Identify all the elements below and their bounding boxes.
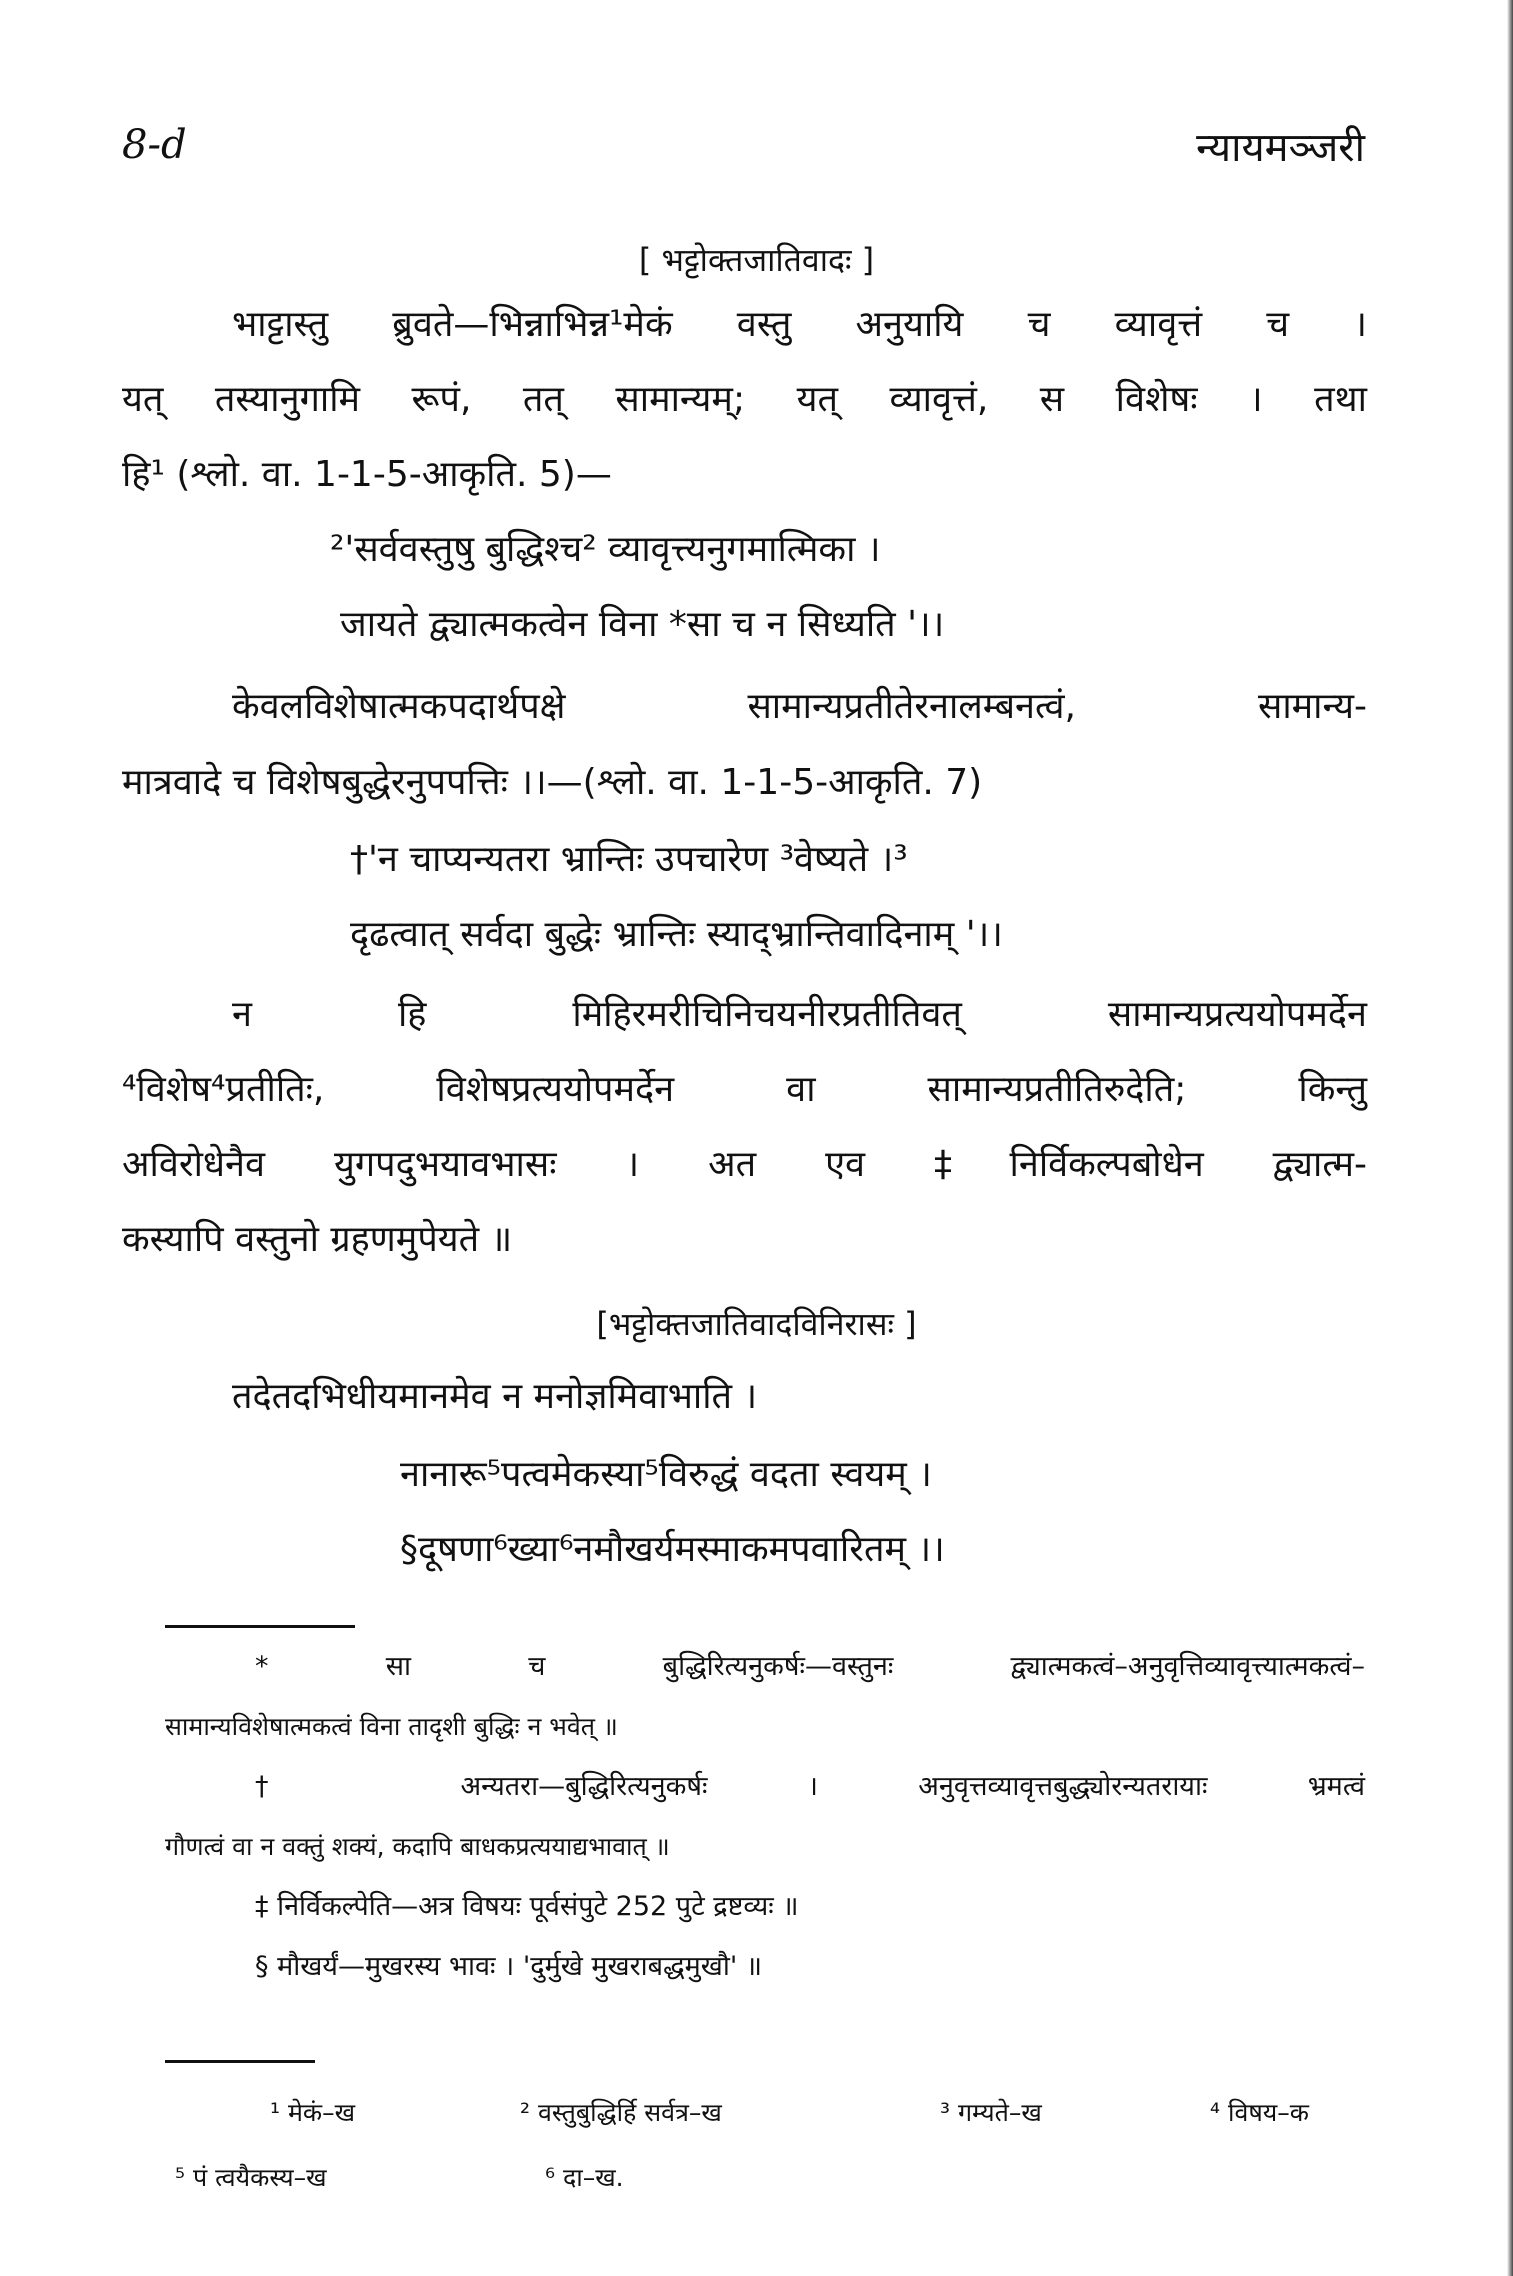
variant-reading: ² वस्तुबुद्धिर्हि सर्वत्र–ख	[520, 2098, 722, 2127]
verse-line: दृढत्वात् सर्वदा बुद्धेः भ्रान्तिः स्याद्भ्रान्तिवादिनाम् '।।	[350, 914, 1003, 955]
verse-line: †'न चाप्यन्यतरा भ्रान्तिः उपचारेण ³वेष्यते ।³	[350, 839, 908, 880]
verse-line: जायते द्व्यात्मकत्वेन विना *सा च न सिध्यति '।।	[340, 604, 945, 645]
text-line: केवलविशेषात्मकपदार्थपक्षे सामान्यप्रतीतेरनालम्बनत्वं, सामान्य-	[232, 686, 1367, 727]
footnote-rule	[165, 1625, 355, 1628]
footnote-line: § मौखर्यं—मुखरस्य भावः । 'दुर्मुखे मुखराबद्धमुखौ' ॥	[255, 1951, 763, 1982]
text-line: अविरोधेनैव युगपदुभयावभासः । अत एव ‡निर्विकल्पबोधेन द्व्यात्म-	[122, 1144, 1367, 1185]
footnote-line: सामान्यविशेषात्मकत्वं विना तादृशी बुद्धिः न भवेत् ॥	[165, 1712, 618, 1741]
footnote-line: * सा च बुद्धिरित्यनुकर्षः—वस्तुनः द्व्यात्मकत्वं–अनुवृत्तिव्यावृत्त्यात्मकत्वं–	[255, 1651, 1365, 1682]
variant-reading: ⁵ पं त्वयैकस्य–ख	[175, 2163, 327, 2192]
variants-rule	[165, 2060, 315, 2063]
variant-reading: ⁶ दा–ख.	[545, 2163, 624, 2192]
text-line: ⁴विशेष⁴प्रतीतिः, विशेषप्रत्ययोपमर्देन वा सामान्यप्रतीतिरुदेति; किन्तु	[122, 1069, 1367, 1110]
page-edge-shadow	[1507, 0, 1513, 2276]
running-title: न्यायमञ्जरी	[1196, 125, 1365, 171]
section-heading-1: [ भट्टोक्तजातिवादः ]	[638, 241, 875, 279]
verse-line: नानारू⁵पत्वमेकस्या⁵विरुद्धं वदता स्वयम् ।	[400, 1454, 932, 1495]
text-line: न हि मिहिरमरीचिनिचयनीरप्रतीतिवत् सामान्यप्रत्ययोपमर्देन	[232, 994, 1367, 1035]
page-number: 8-d	[122, 122, 187, 168]
text-line: भाट्टास्तु ब्रुवते—भिन्नाभिन्न¹मेकं वस्तु अनुयायि च व्यावृत्तं च ।	[232, 304, 1367, 345]
text-line: मात्रवादे च विशेषबुद्धेरनुपपत्तिः ।।—(श्लो. वा. 1-1-5-आकृति. 7)	[122, 762, 983, 803]
variant-reading: ⁴ विषय–क	[1210, 2098, 1309, 2127]
section-heading-2: [भट्टोक्तजातिवादविनिरासः ]	[596, 1305, 917, 1343]
variant-reading: ³ गम्यते–ख	[940, 2098, 1042, 2127]
verse-line: §दूषणा⁶ख्या⁶नमौखर्यमस्माकमपवारितम् ।।	[400, 1529, 945, 1570]
text-line: हि¹ (श्लो. वा. 1-1-5-आकृति. 5)—	[122, 454, 612, 495]
text-line: तदेतदभिधीयमानमेव न मनोज्ञमिवाभाति ।	[232, 1376, 758, 1417]
variant-reading: ¹ मेकं–ख	[270, 2098, 356, 2127]
text-line: कस्यापि वस्तुनो ग्रहणमुपेयते ॥	[122, 1219, 513, 1260]
verse-line: ²'सर्ववस्तुषु बुद्धिश्च² व्यावृत्त्यनुगमात्मिका ।	[330, 529, 881, 570]
footnote-line: गौणत्वं वा न वक्तुं शक्यं, कदापि बाधकप्रत्ययाद्यभावात् ॥	[165, 1832, 670, 1861]
footnote-line: † अन्यतरा—बुद्धिरित्यनुकर्षः । अनुवृत्तव्यावृत्तबुद्ध्योरन्यतरायाः भ्रमत्वं	[255, 1771, 1365, 1802]
footnote-line: ‡ निर्विकल्पेति—अत्र विषयः पूर्वसंपुटे 252 पुटे द्रष्टव्यः ॥	[255, 1891, 799, 1922]
text-line: यत् तस्यानुगामि रूपं, तत् सामान्यम्; यत् व्यावृत्तं, स विशेषः । तथा	[122, 379, 1367, 420]
